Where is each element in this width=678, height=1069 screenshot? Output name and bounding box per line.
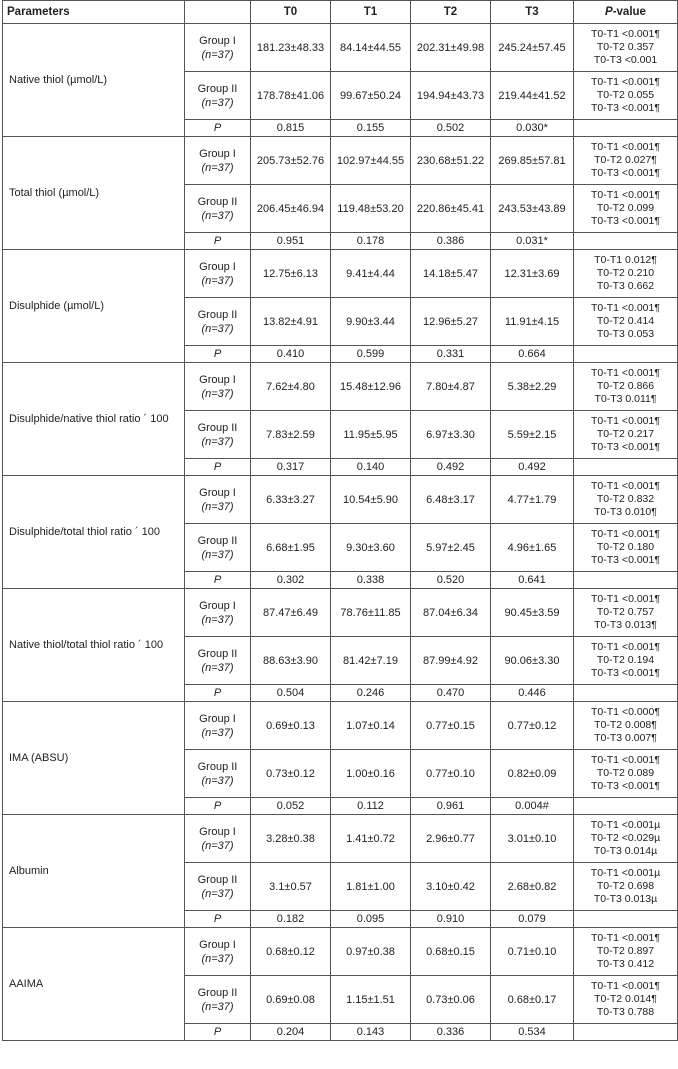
between-group-p-t2: 0.331 [411, 346, 491, 363]
pvalue-line: T0-T1 <0.001¶ [591, 980, 660, 992]
p-label: P [185, 1024, 251, 1041]
group-1-pvalues [574, 137, 678, 185]
pvalue-line: T0-T1 <0.001¶ [591, 189, 660, 201]
header-t0: T0 [251, 1, 331, 24]
between-group-p-t0: 0.182 [251, 911, 331, 928]
between-group-p-t1: 0.112 [331, 798, 411, 815]
group-2-label [185, 411, 251, 459]
group-1-value-t2: 230.68±51.22 [411, 137, 491, 185]
pvalue-line: T0-T1 <0.001¶ [591, 593, 660, 605]
pvalue-line: T0-T2 <0.029µ [590, 832, 661, 844]
pvalue-line: T0-T2 0.698 [596, 880, 655, 892]
group-2-value-t0: 0.69±0.08 [251, 976, 331, 1024]
group-2-label [185, 637, 251, 685]
between-group-p-t3: 0.031* [491, 233, 574, 250]
between-group-p-t3: 0.446 [491, 685, 574, 702]
group-1-n: (n=37) [201, 387, 234, 400]
pvalue-line: T0-T1 <0.000¶ [591, 706, 660, 718]
group-2-value-t2: 87.99±4.92 [411, 637, 491, 685]
header-t2: T2 [411, 1, 491, 24]
pvalue-line: T0-T3 0.014µ [593, 845, 658, 857]
pvalue-line: T0-T2 0.180 [596, 541, 655, 553]
header-p-letter: P [605, 6, 613, 18]
group-2-value-t2: 0.77±0.10 [411, 750, 491, 798]
pvalue-line: T0-T1 0.012¶ [594, 254, 657, 266]
group-1-value-t1: 15.48±12.96 [331, 363, 411, 411]
group-1-value-t3: 5.38±2.29 [491, 363, 574, 411]
group-1-value-t3: 4.77±1.79 [491, 476, 574, 524]
group-1-pvalues [574, 363, 678, 411]
pvalue-line: T0-T2 0.008¶ [594, 719, 657, 731]
group-2-value-t0: 13.82±4.91 [251, 298, 331, 346]
pvalue-line: T0-T3 <0.001¶ [591, 215, 660, 227]
p-label: P [185, 346, 251, 363]
pvalue-line: T0-T1 <0.001¶ [591, 754, 660, 766]
group-1-value-t2: 202.31±49.98 [411, 24, 491, 72]
group-2-name: Group II [197, 421, 238, 434]
p-row-empty [574, 346, 678, 363]
pvalue-line: T0-T3 0.788 [596, 1006, 655, 1018]
group-1-row [3, 589, 678, 637]
group-1-row [3, 702, 678, 750]
group-2-n: (n=37) [201, 548, 234, 561]
group-1-value-t1: 84.14±44.55 [331, 24, 411, 72]
between-group-p-t1: 0.178 [331, 233, 411, 250]
header-p-value [574, 1, 678, 24]
pvalue-line: T0-T3 0.053 [596, 328, 655, 340]
between-group-p-t1: 0.095 [331, 911, 411, 928]
header-parameters: Parameters [3, 1, 185, 24]
pvalue-line: T0-T2 0.217 [596, 428, 655, 440]
pvalue-line: T0-T3 0.011¶ [594, 393, 657, 405]
between-group-p-t0: 0.951 [251, 233, 331, 250]
group-2-value-t3: 0.82±0.09 [491, 750, 574, 798]
group-1-value-t0: 0.69±0.13 [251, 702, 331, 750]
between-group-p-t0: 0.052 [251, 798, 331, 815]
group-2-label [185, 185, 251, 233]
group-1-value-t3: 0.77±0.12 [491, 702, 574, 750]
pvalue-line: T0-T3 0.662 [596, 280, 655, 292]
group-1-value-t2: 14.18±5.47 [411, 250, 491, 298]
between-group-p-t0: 0.815 [251, 120, 331, 137]
group-1-value-t2: 0.68±0.15 [411, 928, 491, 976]
group-2-value-t0: 178.78±41.06 [251, 72, 331, 120]
pvalue-line: T0-T2 0.832 [596, 493, 655, 505]
group-2-value-t2: 12.96±5.27 [411, 298, 491, 346]
p-row-empty [574, 120, 678, 137]
p-row-empty [574, 233, 678, 250]
group-2-value-t3: 90.06±3.30 [491, 637, 574, 685]
header-p-suffix: -value [612, 6, 646, 18]
group-1-row [3, 137, 678, 185]
group-1-value-t3: 245.24±57.45 [491, 24, 574, 72]
group-2-pvalues [574, 976, 678, 1024]
group-1-label [185, 928, 251, 976]
group-2-label [185, 976, 251, 1024]
group-1-label [185, 24, 251, 72]
pvalue-line: T0-T1 <0.001µ [590, 867, 661, 879]
between-group-p-t2: 0.470 [411, 685, 491, 702]
group-1-name: Group I [199, 712, 236, 725]
p-label: P [185, 459, 251, 476]
header-group [185, 1, 251, 24]
group-2-name: Group II [197, 308, 238, 321]
group-2-n: (n=37) [201, 322, 234, 335]
group-1-pvalues [574, 476, 678, 524]
group-1-row [3, 815, 678, 863]
group-1-label [185, 476, 251, 524]
group-2-value-t1: 1.81±1.00 [331, 863, 411, 911]
p-label: P [185, 798, 251, 815]
group-1-name: Group I [199, 34, 236, 47]
group-1-value-t1: 10.54±5.90 [331, 476, 411, 524]
group-2-value-t1: 9.30±3.60 [331, 524, 411, 572]
group-2-value-t3: 0.68±0.17 [491, 976, 574, 1024]
group-2-value-t0: 206.45±46.94 [251, 185, 331, 233]
group-1-value-t2: 6.48±3.17 [411, 476, 491, 524]
group-1-value-t2: 2.96±0.77 [411, 815, 491, 863]
group-2-n: (n=37) [201, 774, 234, 787]
group-2-value-t0: 6.68±1.95 [251, 524, 331, 572]
group-2-label [185, 524, 251, 572]
pvalue-line: T0-T3 0.013¶ [594, 619, 657, 631]
pvalue-line: T0-T3 0.007¶ [594, 732, 657, 744]
pvalue-line: T0-T1 <0.001µ [590, 819, 661, 831]
p-label: P [185, 911, 251, 928]
group-2-value-t1: 81.42±7.19 [331, 637, 411, 685]
pvalue-line: T0-T2 0.414 [596, 315, 655, 327]
group-1-n: (n=37) [201, 952, 234, 965]
between-group-p-t3: 0.079 [491, 911, 574, 928]
header-t1: T1 [331, 1, 411, 24]
p-label: P [185, 233, 251, 250]
between-group-p-t2: 0.961 [411, 798, 491, 815]
group-1-value-t1: 9.41±4.44 [331, 250, 411, 298]
group-2-value-t2: 220.86±45.41 [411, 185, 491, 233]
header-t3: T3 [491, 1, 574, 24]
p-row-empty [574, 459, 678, 476]
group-2-n: (n=37) [201, 1000, 234, 1013]
group-1-n: (n=37) [201, 500, 234, 513]
group-2-label [185, 298, 251, 346]
group-2-value-t3: 2.68±0.82 [491, 863, 574, 911]
group-1-label [185, 250, 251, 298]
group-1-value-t3: 12.31±3.69 [491, 250, 574, 298]
group-1-value-t0: 205.73±52.76 [251, 137, 331, 185]
group-2-n: (n=37) [201, 435, 234, 448]
pvalue-line: T0-T3 <0.001¶ [591, 102, 660, 114]
group-1-name: Group I [199, 373, 236, 386]
p-row-empty [574, 798, 678, 815]
pvalue-line: T0-T1 <0.001¶ [591, 141, 660, 153]
pvalue-line: T0-T1 <0.001¶ [591, 641, 660, 653]
parameter-name: IMA (ABSU) [3, 702, 185, 815]
group-2-value-t1: 1.15±1.51 [331, 976, 411, 1024]
group-2-value-t2: 3.10±0.42 [411, 863, 491, 911]
group-2-value-t0: 88.63±3.90 [251, 637, 331, 685]
pvalue-line: T0-T3 <0.001¶ [591, 667, 660, 679]
between-group-p-t3: 0.030* [491, 120, 574, 137]
group-2-pvalues [574, 863, 678, 911]
group-1-label [185, 815, 251, 863]
group-2-label [185, 72, 251, 120]
pvalue-line: T0-T2 0.099 [596, 202, 655, 214]
group-1-value-t1: 0.97±0.38 [331, 928, 411, 976]
header-row [3, 1, 678, 24]
group-1-value-t3: 0.71±0.10 [491, 928, 574, 976]
between-group-p-t2: 0.910 [411, 911, 491, 928]
group-2-value-t2: 5.97±2.45 [411, 524, 491, 572]
group-2-value-t1: 119.48±53.20 [331, 185, 411, 233]
between-group-p-t3: 0.641 [491, 572, 574, 589]
p-label: P [185, 685, 251, 702]
between-group-p-t1: 0.155 [331, 120, 411, 137]
between-group-p-t2: 0.492 [411, 459, 491, 476]
group-2-value-t0: 0.73±0.12 [251, 750, 331, 798]
group-1-value-t0: 6.33±3.27 [251, 476, 331, 524]
parameter-name: Disulphide (µmol/L) [3, 250, 185, 363]
pvalue-line: T0-T3 0.010¶ [594, 506, 657, 518]
between-group-p-t2: 0.386 [411, 233, 491, 250]
group-2-pvalues [574, 637, 678, 685]
group-1-name: Group I [199, 486, 236, 499]
group-2-n: (n=37) [201, 661, 234, 674]
group-1-pvalues [574, 589, 678, 637]
between-group-p-t0: 0.302 [251, 572, 331, 589]
pvalue-line: T0-T3 <0.001¶ [591, 780, 660, 792]
group-2-value-t3: 5.59±2.15 [491, 411, 574, 459]
group-1-label [185, 363, 251, 411]
group-1-label [185, 702, 251, 750]
group-2-pvalues [574, 750, 678, 798]
group-1-value-t0: 3.28±0.38 [251, 815, 331, 863]
group-1-row [3, 24, 678, 72]
group-1-value-t1: 78.76±11.85 [331, 589, 411, 637]
pvalue-line: T0-T2 0.357 [596, 41, 655, 53]
group-1-label [185, 589, 251, 637]
group-1-value-t1: 1.07±0.14 [331, 702, 411, 750]
between-group-p-t0: 0.410 [251, 346, 331, 363]
between-group-p-t2: 0.336 [411, 1024, 491, 1041]
group-2-value-t3: 4.96±1.65 [491, 524, 574, 572]
group-2-name: Group II [197, 195, 238, 208]
between-group-p-t1: 0.246 [331, 685, 411, 702]
group-2-value-t2: 194.94±43.73 [411, 72, 491, 120]
p-row-empty [574, 685, 678, 702]
between-group-p-t3: 0.004# [491, 798, 574, 815]
parameter-name: Disulphide/total thiol ratio ´ 100 [3, 476, 185, 589]
group-1-value-t1: 102.97±44.55 [331, 137, 411, 185]
group-1-n: (n=37) [201, 726, 234, 739]
group-1-row [3, 476, 678, 524]
table-body [3, 24, 678, 1041]
results-table [2, 0, 678, 1041]
group-2-value-t2: 6.97±3.30 [411, 411, 491, 459]
p-row-empty [574, 911, 678, 928]
group-2-label [185, 750, 251, 798]
pvalue-line: T0-T3 <0.001¶ [591, 441, 660, 453]
between-group-p-t0: 0.204 [251, 1024, 331, 1041]
parameter-name: Total thiol (µmol/L) [3, 137, 185, 250]
group-1-value-t2: 7.80±4.87 [411, 363, 491, 411]
group-2-pvalues [574, 298, 678, 346]
pvalue-line: T0-T2 0.027¶ [594, 154, 657, 166]
group-1-value-t3: 269.85±57.81 [491, 137, 574, 185]
group-1-row [3, 363, 678, 411]
group-1-pvalues [574, 928, 678, 976]
group-1-value-t0: 0.68±0.12 [251, 928, 331, 976]
group-1-name: Group I [199, 938, 236, 951]
group-1-value-t3: 90.45±3.59 [491, 589, 574, 637]
parameter-name: Native thiol (µmol/L) [3, 24, 185, 137]
between-group-p-t3: 0.664 [491, 346, 574, 363]
group-1-n: (n=37) [201, 161, 234, 174]
group-1-name: Group I [199, 599, 236, 612]
group-1-value-t0: 181.23±48.33 [251, 24, 331, 72]
pvalue-line: T0-T3 <0.001¶ [591, 554, 660, 566]
group-1-pvalues [574, 702, 678, 750]
pvalue-line: T0-T2 0.757 [596, 606, 655, 618]
group-1-pvalues [574, 250, 678, 298]
group-1-value-t0: 87.47±6.49 [251, 589, 331, 637]
pvalue-line: T0-T1 <0.001¶ [591, 367, 660, 379]
group-2-name: Group II [197, 873, 238, 886]
between-group-p-t1: 0.140 [331, 459, 411, 476]
group-1-n: (n=37) [201, 839, 234, 852]
group-2-pvalues [574, 185, 678, 233]
group-1-value-t3: 3.01±0.10 [491, 815, 574, 863]
group-1-n: (n=37) [201, 274, 234, 287]
between-group-p-t2: 0.520 [411, 572, 491, 589]
group-1-value-t0: 12.75±6.13 [251, 250, 331, 298]
group-1-pvalues [574, 24, 678, 72]
parameter-name: Albumin [3, 815, 185, 928]
pvalue-line: T0-T1 <0.001¶ [591, 302, 660, 314]
group-2-pvalues [574, 72, 678, 120]
group-2-value-t1: 11.95±5.95 [331, 411, 411, 459]
pvalue-line: T0-T1 <0.001¶ [591, 932, 660, 944]
between-group-p-t1: 0.338 [331, 572, 411, 589]
group-2-value-t2: 0.73±0.06 [411, 976, 491, 1024]
pvalue-line: T0-T1 <0.001¶ [591, 415, 660, 427]
group-1-row [3, 928, 678, 976]
group-2-pvalues [574, 524, 678, 572]
pvalue-line: T0-T3 0.013µ [593, 893, 658, 905]
pvalue-line: T0-T1 <0.001¶ [591, 28, 660, 40]
pvalue-line: T0-T3 <0.001¶ [591, 167, 660, 179]
group-2-n: (n=37) [201, 209, 234, 222]
group-1-value-t2: 87.04±6.34 [411, 589, 491, 637]
between-group-p-t0: 0.504 [251, 685, 331, 702]
group-1-value-t2: 0.77±0.15 [411, 702, 491, 750]
group-1-name: Group I [199, 260, 236, 273]
pvalue-line: T0-T1 <0.001¶ [591, 480, 660, 492]
parameter-name: AAIMA [3, 928, 185, 1041]
group-2-name: Group II [197, 534, 238, 547]
group-1-name: Group I [199, 147, 236, 160]
group-2-label [185, 863, 251, 911]
group-2-value-t3: 243.53±43.89 [491, 185, 574, 233]
between-group-p-t3: 0.492 [491, 459, 574, 476]
p-row-empty [574, 1024, 678, 1041]
pvalue-line: T0-T3 0.412 [596, 958, 655, 970]
group-1-n: (n=37) [201, 48, 234, 61]
p-row-empty [574, 572, 678, 589]
pvalue-line: T0-T2 0.055 [596, 89, 655, 101]
group-2-name: Group II [197, 986, 238, 999]
group-2-name: Group II [197, 82, 238, 95]
group-1-n: (n=37) [201, 613, 234, 626]
group-2-n: (n=37) [201, 96, 234, 109]
group-2-value-t1: 99.67±50.24 [331, 72, 411, 120]
pvalue-line: T0-T2 0.210 [596, 267, 655, 279]
between-group-p-t2: 0.502 [411, 120, 491, 137]
group-2-value-t1: 1.00±0.16 [331, 750, 411, 798]
parameter-name: Disulphide/native thiol ratio ´ 100 [3, 363, 185, 476]
pvalue-line: T0-T2 0.014¶ [594, 993, 657, 1005]
group-1-pvalues [574, 815, 678, 863]
group-1-row [3, 250, 678, 298]
group-1-value-t1: 1.41±0.72 [331, 815, 411, 863]
group-1-name: Group I [199, 825, 236, 838]
pvalue-line: T0-T2 0.089 [596, 767, 655, 779]
group-2-name: Group II [197, 760, 238, 773]
group-2-value-t1: 9.90±3.44 [331, 298, 411, 346]
pvalue-line: T0-T1 <0.001¶ [591, 528, 660, 540]
group-2-n: (n=37) [201, 887, 234, 900]
pvalue-line: T0-T2 0.897 [596, 945, 655, 957]
between-group-p-t3: 0.534 [491, 1024, 574, 1041]
group-2-value-t3: 219.44±41.52 [491, 72, 574, 120]
group-2-name: Group II [197, 647, 238, 660]
group-2-pvalues [574, 411, 678, 459]
group-1-value-t0: 7.62±4.80 [251, 363, 331, 411]
group-2-value-t0: 3.1±0.57 [251, 863, 331, 911]
between-group-p-t1: 0.599 [331, 346, 411, 363]
parameter-name: Native thiol/total thiol ratio ´ 100 [3, 589, 185, 702]
between-group-p-t0: 0.317 [251, 459, 331, 476]
group-2-value-t0: 7.83±2.59 [251, 411, 331, 459]
pvalue-line: T0-T2 0.194 [596, 654, 655, 666]
group-2-value-t3: 11.91±4.15 [491, 298, 574, 346]
pvalue-line: T0-T2 0.866 [596, 380, 655, 392]
p-label: P [185, 572, 251, 589]
p-label: P [185, 120, 251, 137]
between-group-p-t1: 0.143 [331, 1024, 411, 1041]
group-1-label [185, 137, 251, 185]
pvalue-line: T0-T1 <0.001¶ [591, 76, 660, 88]
pvalue-line: T0-T3 <0.001 [593, 54, 658, 66]
